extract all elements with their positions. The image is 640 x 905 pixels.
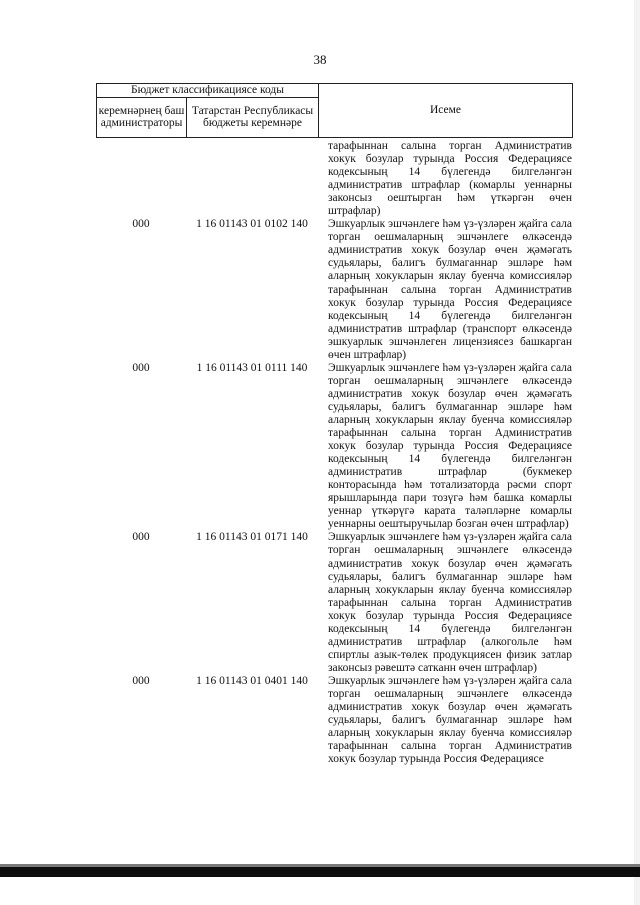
table-row (96, 362, 572, 532)
row-description: Эшкуарлык эшчәнлеге һәм үз-үзләрен җайга сала торган оешмаларның эшчәнлеге өлкәсендә административ хокук бозулар өчен җәмәгать судьялары, балигъ булмаганнар эшләре һәм аларның хокукларын яклау буенча комиссияләр тарафыннан салына торган Административ хокук бозулар турында Россия Федерациясе кодексының 14 бүлегендә билгеләнгән административ штрафлар (транспорт өлкәсендә эшкуарлык эшчәнлеген лицензиясез башкарган өчен штрафлар) (328, 218, 572, 361)
admin-code-column-heading: керемнәрнең баш администраторы (97, 97, 187, 138)
name-column-heading: Исеме (319, 84, 573, 138)
row-description: Эшкуарлык эшчәнлеге һәм үз-үзләрен җайга сала торган оешмаларның эшчәнлеге өлкәсендә административ хокук бозулар өчен җәмәгать судьялары, балигъ булмаганнар эшләре һәм аларның хокукларын яклау буенча комиссияләр тарафыннан салына торган Административ хокук бозулар турында Россия Федерациясе кодексының 14 бүлегендә билгеләнгән административ штрафлар (букмекер конторасында һәм тотализаторда рәсми спорт ярышларында пари тозүгә һәм башка комарлы уеннар үткәрүгә карата таләпләрне комарлы уеннарны оештыручылар бозган өчен штрафлар) (328, 361, 572, 531)
table-body (96, 140, 572, 802)
admin-code: 000 (132, 674, 150, 687)
budget-classification-table-header (96, 83, 573, 138)
admin-code: 000 (132, 218, 150, 231)
budget-classification-code-heading: Бюджет классификациясе коды (97, 84, 319, 98)
page-number: 38 (313, 52, 327, 67)
row-description: Эшкуарлык эшчәнлеге һәм үз-үзләрен җайга сала торган оешмаларның эшчәнлеге өлкәсендә административ хокук бозулар өчен җәмәгать судьялары, балигъ булмаганнар эшләре һәм аларның хокукларын яклау буенча комиссияләр тарафыннан салына торган Административ хокук бозулар турында Россия Федерациясе кодексының 14 бүлегендә билгеләнгән административ штрафлар (алкогольле һәм спиртлы азык-төлек продукциясен физик затлар законсыз рәвештә сатканн өчен штрафлар) (328, 531, 572, 674)
admin-code: 000 (132, 361, 150, 374)
table-row (96, 218, 572, 362)
table-row (96, 675, 572, 766)
row-description: Эшкуарлык эшчәнлеге һәм үз-үзләрен җайга сала торган оешмаларның эшчәнлеге өлкәсендә административ хокук бозулар өчен җәмәгать судьялары, балигъ булмаганнар эшләре һәм аларның хокукларын яклау буенча комиссияләр тарафыннан салына торган Административ хокук бозулар турында Россия Федерациясе (328, 674, 572, 766)
row-description: тарафыннан салына торган Административ хокук бозулар турында Россия Федерациясе кодексының 14 бүлегендә билгеләнгән административ штрафлар (комарлы уеннарны законсыз оештырган һәм үткәргән өчен штрафлар) (328, 140, 572, 218)
scan-bottom-edge (0, 867, 640, 877)
scan-edge-shadow (634, 0, 640, 905)
budget-code: 1 16 01143 01 0102 140 (196, 218, 308, 231)
budget-code-column-heading: Татарстан Республикасы бюджеты керемнәре (187, 97, 319, 138)
table-row (96, 140, 572, 218)
table-row (96, 531, 572, 675)
budget-code: 1 16 01143 01 0111 140 (196, 361, 308, 374)
budget-code: 1 16 01143 01 0171 140 (196, 531, 308, 544)
budget-code: 1 16 01143 01 0401 140 (196, 674, 308, 687)
admin-code: 000 (132, 531, 150, 544)
